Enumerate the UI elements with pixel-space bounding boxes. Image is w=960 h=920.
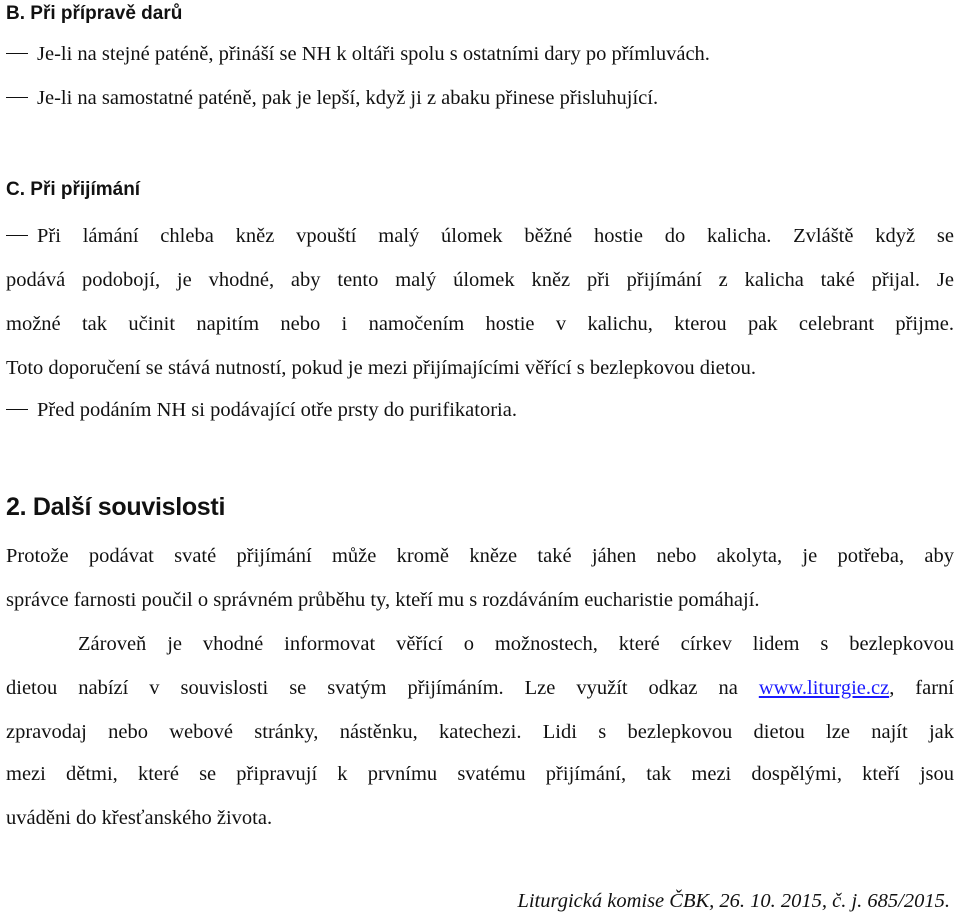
section-b-heading: B. Při přípravě darů <box>6 3 183 24</box>
section-c-paragraph-line-2: podává podobojí, je vhodné, aby tento malý úlomek kněz při přijímání z kalicha také přijal. Je <box>6 269 954 291</box>
section-c-paragraph-line-4: Toto doporučení se stává nutností, pokud je mezi přijímajícími věřící s bezlepkovou dietou. <box>6 357 757 379</box>
section-2-paragraph-1-line-1: Protože podávat svaté přijímání může kromě kněze také jáhen nebo akolyta, je potřeba, aby <box>6 545 954 567</box>
liturgie-link[interactable]: www.liturgie.cz <box>758 677 890 699</box>
section-c-heading: C. Při přijímání <box>6 179 141 200</box>
section-c-paragraph-line-3: možné tak učinit napitím nebo i namočením hostie v kalichu, kterou pak celebrant přijme. <box>6 313 954 335</box>
section-b-item-2-text: Je-li na samostatné paténě, pak je lepší, když ji z abaku přinese přisluhující. <box>37 87 659 109</box>
section-2-heading: 2. Další souvislosti <box>6 493 226 521</box>
section-b-item-1 <box>6 42 954 66</box>
section-b-item-2 <box>6 86 954 110</box>
signature: Liturgická komise ČBK, 26. 10. 2015, č. j. 685/2015. <box>517 890 950 912</box>
section-c-line-1-text: Při lámání chleba kněz vpouští malý úlomek běžné hostie do kalicha. Zvláště když se <box>37 225 954 247</box>
paragraph-2-line-2-tail: , farní <box>889 677 954 699</box>
em-dash-bullet <box>6 97 28 98</box>
section-c-item-2 <box>6 398 954 422</box>
section-2-paragraph-2-line-4: mezi dětmi, které se připravují k prvnímu svatému přijímání, tak mezi dospělými, kteří jsou <box>6 763 954 785</box>
em-dash-bullet <box>6 409 28 410</box>
section-2-paragraph-2-line-2 <box>6 676 954 700</box>
section-c-item-2-text: Před podáním NH si podávající otře prsty do purifikatoria. <box>37 399 517 421</box>
em-dash-bullet <box>6 235 28 236</box>
section-2-paragraph-2-line-1: Zároveň je vhodné informovat věřící o možnostech, které církev lidem s bezlepkovou <box>78 633 954 655</box>
section-b-item-1-text: Je-li na stejné paténě, přináší se NH k oltáři spolu s ostatními dary po přímluvách. <box>37 43 710 65</box>
section-c-paragraph-line-1 <box>6 224 954 248</box>
section-2-paragraph-1-line-2: správce farnosti poučil o správném průběhu ty, kteří mu s rozdáváním eucharistie pomáhají. <box>6 589 760 611</box>
section-2-paragraph-2-line-5: uváděni do křesťanského života. <box>6 807 273 829</box>
section-2-paragraph-2-line-3: zpravodaj nebo webové stránky, nástěnku, katechezi. Lidi s bezlepkovou dietou lze najít jak <box>6 721 954 743</box>
paragraph-2-line-2-text: dietou nabízí v souvislosti se svatým přijímáním. Lze využít odkaz na <box>6 677 759 699</box>
em-dash-bullet <box>6 53 28 54</box>
